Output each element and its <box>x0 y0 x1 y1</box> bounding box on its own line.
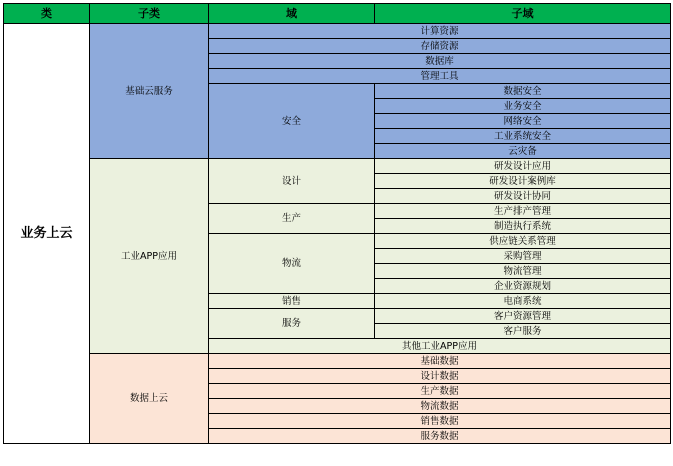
subcategory-cloud: 基础云服务 <box>90 24 209 159</box>
subdomain-cell: 客户服务 <box>375 324 671 339</box>
header-domain: 域 <box>209 4 375 24</box>
domain-cell: 设计数据 <box>209 369 671 384</box>
domain-cell: 数据库 <box>209 54 671 69</box>
table-row <box>4 159 671 174</box>
domain-service: 服务 <box>209 309 375 339</box>
header-category: 类 <box>4 4 90 24</box>
subdomain-cell: 研发设计协同 <box>375 189 671 204</box>
subdomain-cell: 数据安全 <box>375 84 671 99</box>
subdomain-cell: 采购管理 <box>375 249 671 264</box>
subdomain-cell: 生产排产管理 <box>375 204 671 219</box>
category-cell: 业务上云 <box>4 24 90 444</box>
domain-cell: 基础数据 <box>209 354 671 369</box>
domain-design: 设计 <box>209 159 375 204</box>
table-row <box>4 24 671 39</box>
subdomain-cell: 制造执行系统 <box>375 219 671 234</box>
subdomain-cell: 网络安全 <box>375 114 671 129</box>
table-row <box>4 354 671 369</box>
domain-cell: 计算资源 <box>209 24 671 39</box>
subdomain-cell: 工业系统安全 <box>375 129 671 144</box>
subdomain-cell: 供应链关系管理 <box>375 234 671 249</box>
domain-cell: 生产数据 <box>209 384 671 399</box>
header-row <box>4 4 671 24</box>
subdomain-cell: 客户资源管理 <box>375 309 671 324</box>
domain-other-apps: 其他工业APP应用 <box>209 339 671 354</box>
domain-cell: 管理工具 <box>209 69 671 84</box>
domain-sales: 销售 <box>209 294 375 309</box>
subdomain-cell: 云灾备 <box>375 144 671 159</box>
domain-cell: 销售数据 <box>209 414 671 429</box>
subdomain-cell: 电商系统 <box>375 294 671 309</box>
subcategory-app: 工业APP应用 <box>90 159 209 354</box>
header-subdomain: 子域 <box>375 4 671 24</box>
classification-table <box>3 3 671 444</box>
domain-cell: 物流数据 <box>209 399 671 414</box>
subdomain-cell: 研发设计案例库 <box>375 174 671 189</box>
domain-cell: 服务数据 <box>209 429 671 444</box>
subdomain-cell: 物流管理 <box>375 264 671 279</box>
subdomain-cell: 企业资源规划 <box>375 279 671 294</box>
domain-production: 生产 <box>209 204 375 234</box>
domain-cell: 存储资源 <box>209 39 671 54</box>
subcategory-data: 数据上云 <box>90 354 209 444</box>
header-subcategory: 子类 <box>90 4 209 24</box>
subdomain-cell: 业务安全 <box>375 99 671 114</box>
domain-security: 安全 <box>209 84 375 159</box>
domain-logistics: 物流 <box>209 234 375 294</box>
subdomain-cell: 研发设计应用 <box>375 159 671 174</box>
